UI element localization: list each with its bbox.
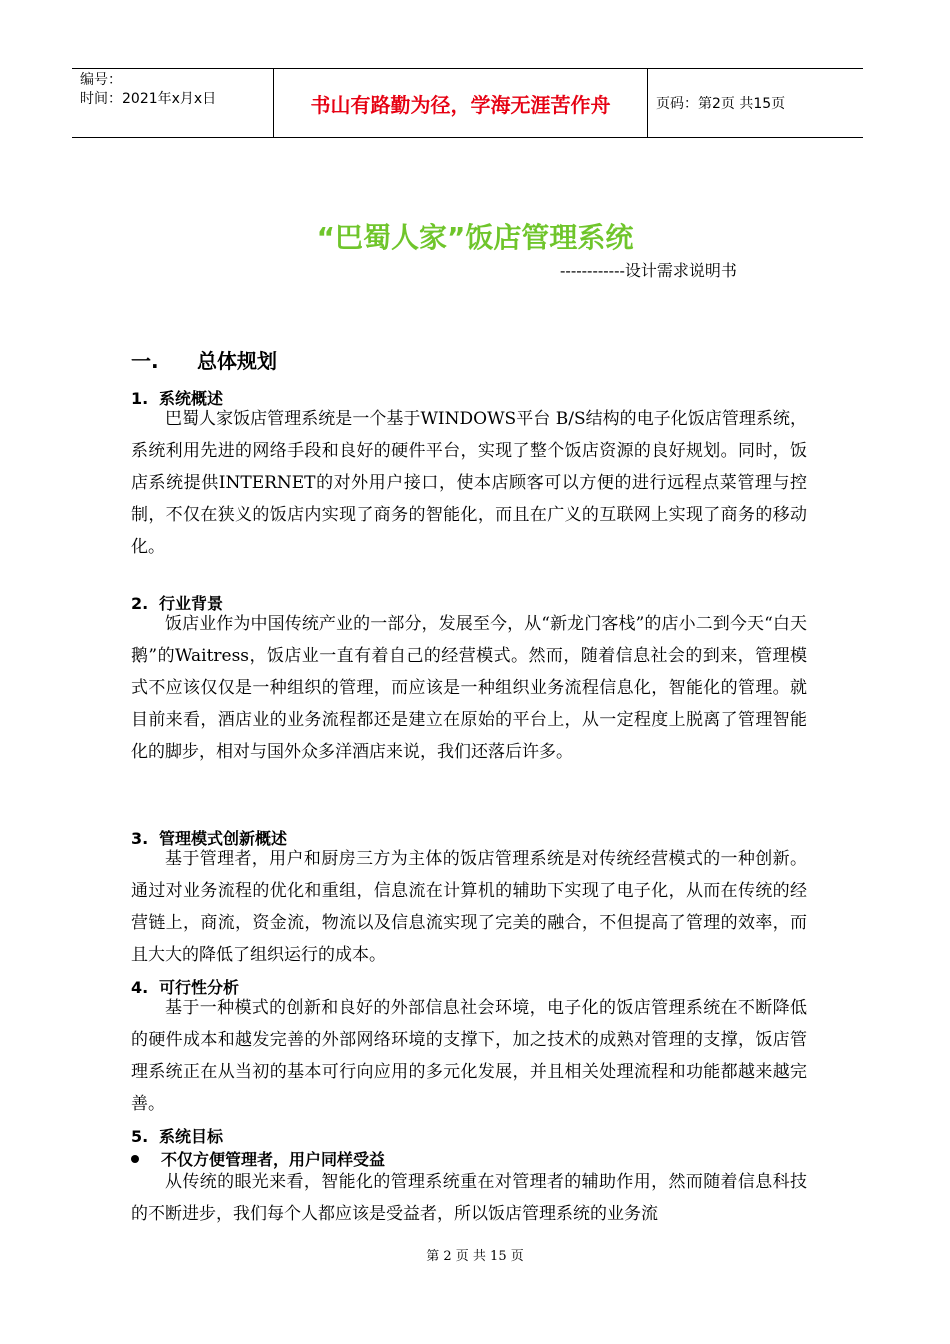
section-paragraph: 基于一种模式的创新和良好的外部信息社会环境，电子化的饭店管理系统在不断降低的硬件成本和越发完善的外部网络环境的支撑下，加之技术的成熟对管理的支撑，饭店管理系统正在从当初的基本可行向应用的多元化发展，并且相关处理流程和功能都越来越完善。 [131, 998, 807, 1114]
page-header [72, 68, 863, 138]
chapter-heading [131, 345, 277, 374]
bullet-dot-icon [131, 1155, 139, 1163]
document-subtitle: ------------设计需求说明书 [560, 261, 737, 280]
chapter-title: 总体规划 [197, 349, 277, 373]
document-title: “巴蜀人家”饭店管理系统 [316, 221, 634, 254]
section-number: 5. [131, 1127, 149, 1146]
header-page-label: 页码：第2页 共15页 [656, 96, 786, 112]
section-heading [131, 1124, 811, 1147]
section-number: 1. [131, 389, 149, 408]
section-number: 2. [131, 594, 149, 613]
document-number-label: 编号： [80, 72, 122, 88]
document-time-label: 时间：2021年x月x日 [80, 91, 217, 107]
section-title: 系统概述 [159, 389, 224, 408]
chapter-number: 一. [131, 349, 159, 373]
header-meta [80, 71, 270, 109]
section-number: 4. [131, 978, 149, 997]
section-paragraph: 饭店业作为中国传统产业的一部分，发展至今，从“新龙门客栈”的店小二到今天“白天鹅”的Waitress，饭店业一直有着自己的经营模式。然而，随着信息社会的到来，管理模式不应该仅仅是一种组织的管理，而应该是一种组织业务流程信息化，智能化的管理。就目前来看，酒店业的业务流程都还是建立在原始的平台上，从一定程度上脱离了管理智能化的脚步，相对与国外众多洋酒店来说，我们还落后许多。 [131, 614, 807, 762]
header-divider [647, 69, 648, 137]
section-title: 可行性分析 [159, 978, 240, 997]
page-footer: 第 2 页 共 15 页 [426, 1249, 524, 1264]
section-title: 系统目标 [159, 1127, 224, 1146]
header-motto: 书山有路勤为径，学海无涯苦作舟 [310, 92, 611, 117]
section-title: 管理模式创新概述 [159, 829, 288, 848]
bullet-title: 不仅方便管理者，用户同样受益 [161, 1150, 386, 1169]
bullet-paragraph: 从传统的眼光来看，智能化的管理系统重在对管理者的辅助作用，然而随着信息科技的不断进步，我们每个人都应该是受益者，所以饭店管理系统的业务流 [131, 1172, 807, 1224]
section-paragraph: 基于管理者，用户和厨房三方为主体的饭店管理系统是对传统经营模式的一种创新。通过对业务流程的优化和重组，信息流在计算机的辅助下实现了电子化，从而在传统的经营链上，商流，资金流，物流以及信息流实现了完美的融合，不但提高了管理的效率，而且大大的降低了组织运行的成本。 [131, 849, 807, 965]
section-title: 行业背景 [159, 594, 224, 613]
section-number: 3. [131, 829, 149, 848]
section-paragraph: 巴蜀人家饭店管理系统是一个基于WINDOWS平台 B/S结构的电子化饭店管理系统，系统利用先进的网络手段和良好的硬件平台，实现了整个饭店资源的良好规划。同时，饭店系统提供INTERNET的对外用户接口，使本店顾客可以方便的进行远程点菜管理与控制，不仅在狭义的饭店内实现了商务的智能化，而且在广义的互联网上实现了商务的移动化。 [131, 409, 807, 557]
